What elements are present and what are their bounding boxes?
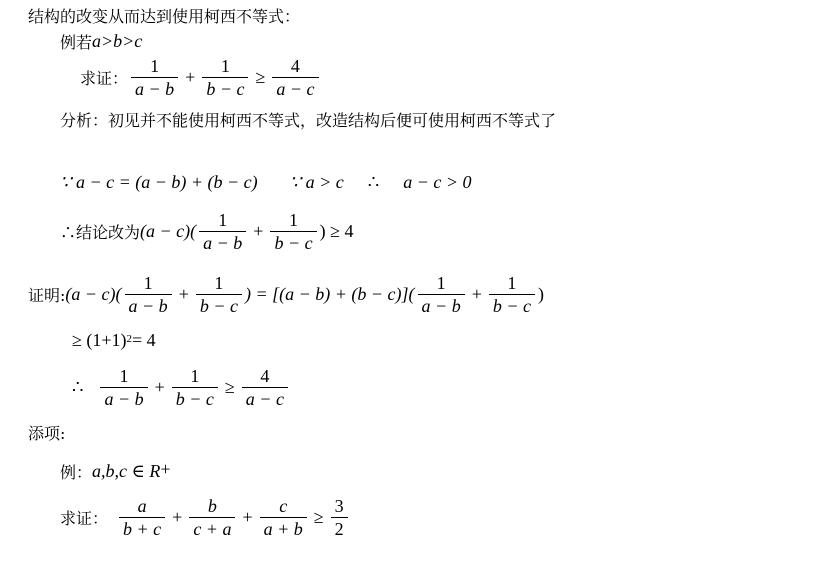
expression-middle: ) = [(a − b) + (b − c)](: [244, 284, 415, 304]
fraction-numerator: b: [207, 496, 217, 516]
example-2-condition: [60, 460, 170, 483]
fraction-numerator: 4: [260, 366, 270, 386]
fraction-numerator: 1: [214, 273, 224, 293]
because-expression-2: ∵ a > c: [289, 172, 344, 192]
fraction-denominator: a − b: [199, 231, 246, 253]
fraction-denominator: b + c: [119, 517, 165, 539]
fraction-numerator: 1: [150, 56, 160, 76]
because-line: [60, 172, 471, 193]
plus-sign: +: [253, 221, 264, 241]
condition-superscript: +: [160, 459, 171, 479]
geq-sign: ≥: [313, 507, 324, 527]
fraction-rhs: [331, 496, 348, 539]
fraction-rhs: [242, 366, 288, 409]
fraction-1: [131, 56, 178, 99]
fraction-denominator: a − b: [125, 294, 172, 316]
fraction-numerator: 1: [289, 210, 299, 230]
fraction-numerator: c: [279, 496, 288, 516]
fraction-rhs: [272, 56, 318, 99]
fraction-3: [418, 273, 465, 316]
analysis-text: 分析：初见并不能使用柯西不等式，改造结构后便可使用柯西不等式了: [60, 111, 557, 130]
plus-sign: +: [471, 284, 482, 304]
plus-sign: +: [172, 507, 183, 527]
fraction-2: [270, 210, 316, 253]
plus-sign: +: [185, 67, 196, 87]
fraction-denominator: a + b: [260, 517, 307, 539]
add-term-heading: [28, 421, 65, 444]
fraction-denominator: a − c: [242, 387, 288, 409]
heading-text: 结构的改变从而达到使用柯西不等式：: [28, 7, 301, 26]
fraction-numerator: 1: [143, 273, 153, 293]
example-1-statement: [80, 56, 322, 99]
fraction-denominator: b − c: [489, 294, 535, 316]
condition-expression: a>b>c: [92, 31, 143, 51]
fraction-1: [100, 366, 147, 409]
therefore-symbol: ∴: [367, 172, 380, 192]
fraction-numerator: 1: [119, 366, 129, 386]
plus-sign: +: [242, 507, 253, 527]
expression-lead: (a − c)(: [140, 221, 197, 241]
conclusion-prefix: ∴结论改为: [60, 223, 141, 242]
add-term-text: 添项:: [28, 424, 66, 443]
fraction-1: [199, 210, 246, 253]
fraction-denominator: a − b: [131, 77, 178, 99]
condition-expression: a,b,c ∈ R: [92, 461, 161, 481]
fraction-numerator: 3: [334, 496, 344, 516]
plus-sign: +: [154, 377, 165, 397]
fraction-denominator: a − b: [418, 294, 465, 316]
fraction-numerator: 1: [507, 273, 517, 293]
fraction-2: [202, 56, 248, 99]
step-exponent: 2: [126, 332, 133, 345]
proof-label: 证明:: [28, 286, 66, 305]
prove-label: 求证：: [60, 509, 109, 528]
fraction-denominator: c + a: [189, 517, 235, 539]
fraction-numerator: 1: [220, 56, 230, 76]
fraction-numerator: 1: [436, 273, 446, 293]
fraction-denominator: b − c: [270, 231, 316, 253]
fraction-2: [189, 496, 235, 539]
step-base: ≥ (1+1): [72, 330, 127, 350]
proof-step-2: [72, 330, 156, 351]
therefore-symbol: ∴: [72, 377, 84, 397]
geq-sign: ≥: [255, 67, 266, 87]
because-expression-1: ∵ a − c = (a − b) + (b − c): [60, 172, 258, 192]
fraction-denominator: 2: [331, 517, 348, 539]
fraction-2: [196, 273, 242, 316]
fraction-denominator: a − c: [272, 77, 318, 99]
geq-sign: ≥: [224, 377, 235, 397]
example-label: 例：: [60, 463, 93, 482]
fraction-denominator: b − c: [172, 387, 218, 409]
because-expression-3: a − c > 0: [403, 172, 472, 192]
fraction-numerator: 1: [218, 210, 228, 230]
fraction-1: [125, 273, 172, 316]
result-line: [72, 366, 291, 409]
section-heading: [28, 4, 300, 27]
prove-label: 求证：: [80, 69, 129, 88]
fraction-1: [119, 496, 165, 539]
fraction-numerator: 4: [290, 56, 300, 76]
step-rest: = 4: [132, 330, 156, 350]
conclusion-line: [60, 210, 353, 253]
expression-tail: ): [538, 284, 544, 304]
example-2-statement: [60, 496, 351, 539]
expression-lead: (a − c)(: [65, 284, 122, 304]
fraction-numerator: a: [137, 496, 147, 516]
fraction-4: [489, 273, 535, 316]
example-1-condition: [60, 30, 142, 53]
fraction-2: [172, 366, 218, 409]
fraction-denominator: b − c: [196, 294, 242, 316]
expression-tail: ) ≥ 4: [319, 221, 354, 241]
analysis-paragraph: [60, 108, 556, 131]
fraction-numerator: 1: [190, 366, 200, 386]
fraction-denominator: a − b: [100, 387, 147, 409]
example-intro: 例若: [60, 33, 93, 52]
fraction-denominator: b − c: [202, 77, 248, 99]
proof-line: [28, 273, 544, 316]
plus-sign: +: [178, 284, 189, 304]
fraction-3: [260, 496, 307, 539]
